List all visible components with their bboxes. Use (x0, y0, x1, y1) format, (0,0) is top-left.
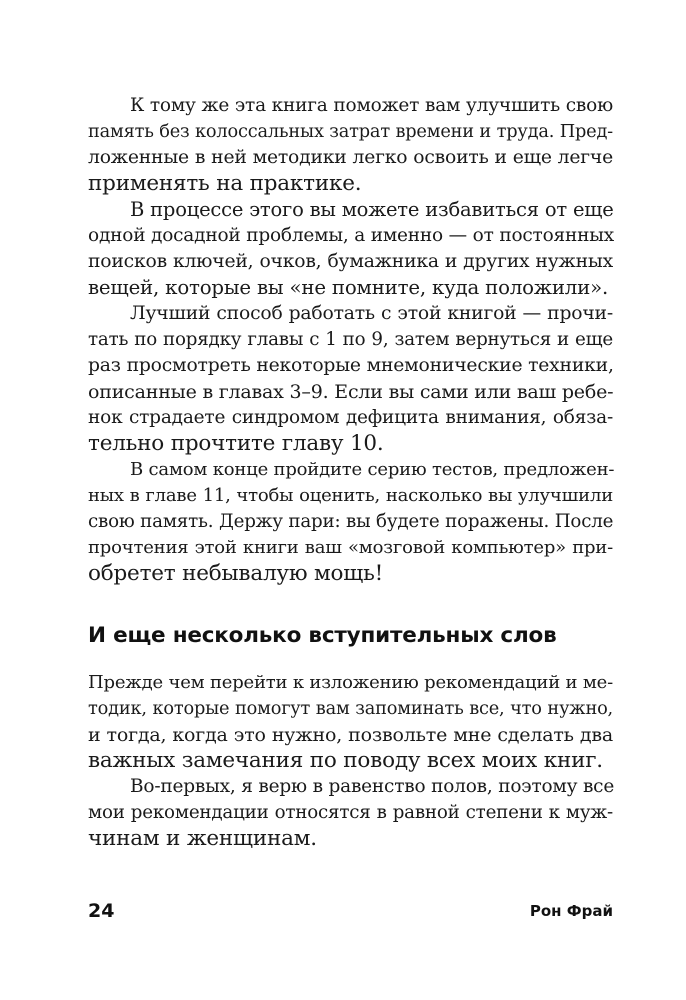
text-line: ных в главе 11, чтобы оценить, насколько вы улучшили (88, 485, 613, 506)
text-line: Во-первых, я верю в равенство полов, поэтому все (130, 776, 615, 797)
text-line: мои рекомендации относятся в равной степени к муж- (88, 802, 613, 823)
text-line: К тому же эта книга поможет вам улучшить свою (130, 95, 613, 116)
text-line: Прежде чем перейти к изложению рекомендаций и ме- (88, 672, 613, 693)
text-line: память без колоссальных затрат времени и труда. Пред- (88, 122, 613, 142)
text-line: важных замечания по поводу всех моих книг. (88, 748, 603, 773)
text-line: раз просмотреть некоторые мнемонические техники, (88, 355, 614, 376)
text-line: описанные в главах 3–9. Если вы сами или ваш ребе- (88, 381, 614, 403)
text-line: обретет небывалую мощь! (88, 561, 384, 586)
section-heading: И еще несколько вступительных слов (88, 623, 557, 648)
text-line: свою память. Держу пари: вы будете поражены. После (88, 511, 614, 532)
page-number: 24 (88, 900, 115, 922)
running-footer-author: Рон Фрай (529, 902, 613, 920)
text-line: применять на практике. (88, 171, 362, 196)
text-line: тодик, которые помогут вам запоминать все, что нужно, (88, 699, 613, 719)
text-line: одной досадной проблемы, а именно — от постоянных (88, 225, 615, 246)
text-line: тельно прочтите главу 10. (88, 431, 384, 456)
text-line: чинам и женщинам. (88, 826, 317, 851)
text-line: ложенные в ней методики легко освоить и еще легче (88, 147, 613, 168)
text-line: и тогда, когда это нужно, позвольте мне сделать два (88, 724, 613, 746)
text-line: В самом конце пройдите серию тестов, предложен- (130, 459, 615, 480)
text-line: вещей, которые вы «не помните, куда положили». (88, 276, 609, 299)
text-line: В процессе этого вы можете избавиться от еще (130, 198, 614, 221)
text-line: нок страдаете синдромом дефицита внимания, обяза- (88, 407, 613, 428)
text-line: прочтения этой книги ваш «мозговой компьютер» при- (88, 537, 613, 558)
text-line: Лучший способ работать с этой книгой — прочи- (130, 303, 613, 324)
text-line: поисков ключей, очков, бумажника и других нужных (88, 251, 613, 272)
text-line: тать по порядку главы с 1 по 9, затем вернуться и еще (88, 329, 613, 350)
